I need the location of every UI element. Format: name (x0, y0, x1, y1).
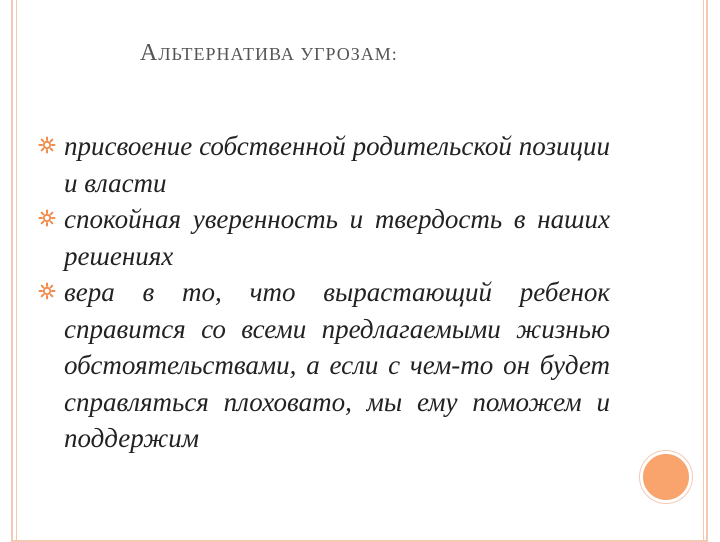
bullet-item-1 (38, 128, 610, 201)
title-rest: ЛЬТЕРНАТИВА УГРОЗАМ: (158, 44, 398, 64)
bullet-text-2: спокойная уверенность и твердость в наших решениях (64, 204, 610, 271)
sun-icon (38, 209, 56, 227)
bullet-item-2 (38, 201, 610, 274)
bullet-item-3 (38, 274, 610, 457)
bullet-text-3: вера в то, что вырастающий ребенок справится со всеми предлагаемыми жизнью обстоятельствами, а если с чем-то он будет справляться плоховато, мы ему поможем и поддержим (64, 277, 610, 453)
sun-icon (38, 282, 56, 300)
bullet-text-1: присвоение собственной родительской позиции и власти (64, 131, 610, 198)
slide-title (140, 40, 560, 67)
bullet-list (38, 128, 610, 457)
title-first-letter: А (140, 40, 159, 66)
decorative-circle (640, 451, 692, 503)
sun-icon (38, 136, 56, 154)
